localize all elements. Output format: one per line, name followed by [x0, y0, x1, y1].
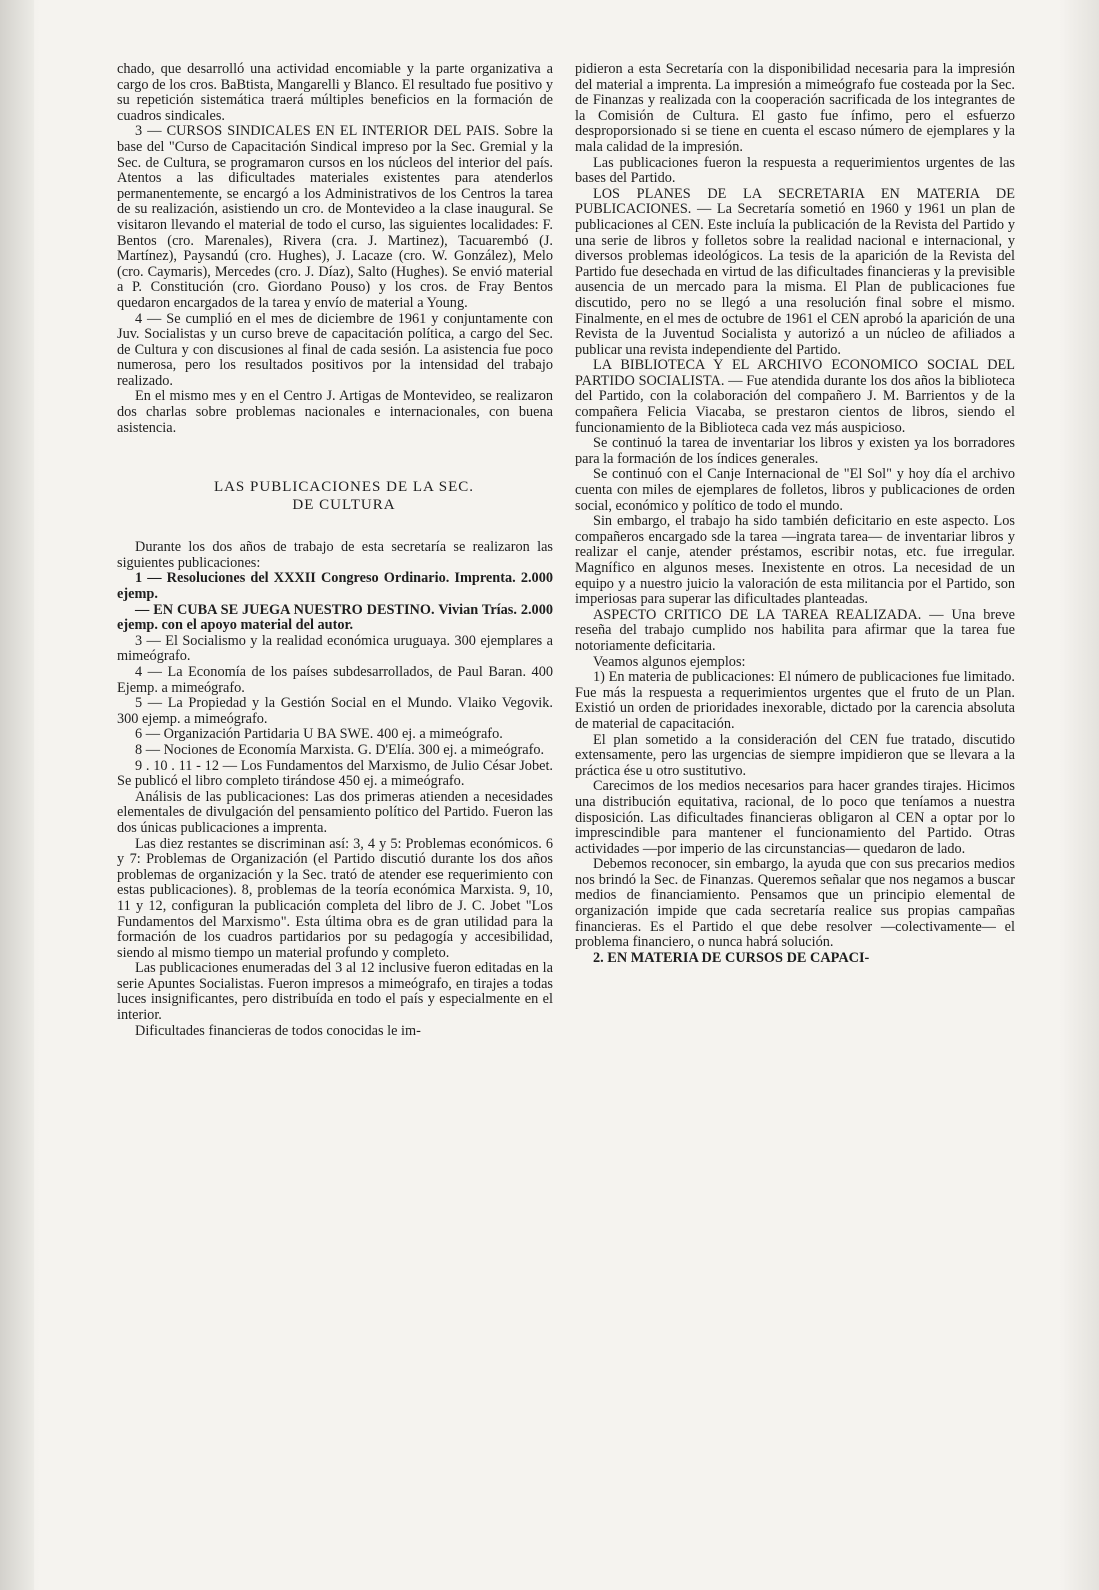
publication-item: 9 . 10 . 11 - 12 — Los Fundamentos del Marxismo, de Julio César Jobet. Se publicó el libro completo tirándose 450 ej. a mimeógrafo. — [117, 757, 553, 790]
paragraph: Las publicaciones fueron la respuesta a requerimientos urgentes de las bases del Partido. — [575, 154, 1015, 187]
page-binding-edge — [0, 0, 34, 1590]
paragraph: LOS PLANES DE LA SECRETARIA EN MATERIA DE PUBLICACIONES. — La Secretaría sometió en 1960 y 1961 un plan de publicaciones al CEN. Este incluía la publicación de la Revista del Partido y una serie de libros y folletos sobre la realidad nacional e internacional, y diversos problemas ideológicos. La tesis de la aparición de la Revista del Partido fue desechada en virtud de las dificultades financieras y la previsible ausencia de un mercado para la misma. El Plan de publicaciones fue discutido, pero no se llegó a una resolución final sobre el mismo. Finalmente, en el mes de octubre de 1961 el CEN aprobó la aparición de una Revista de la Juventud Socialista y autorizó a un núcleo de afiliados a publicar una revista independiente del Partido. — [575, 185, 1015, 358]
left-column — [117, 62, 553, 1039]
paragraph: ASPECTO CRITICO DE LA TAREA REALIZADA. — Una breve reseña del trabajo cumplido nos habilita para afirmar que la tarea fue notoriamente deficitaria. — [575, 606, 1015, 654]
publication-item: 3 — El Socialismo y la realidad económica uruguaya. 300 ejemplares a mimeógrafo. — [117, 632, 553, 665]
publication-item: 4 — La Economía de los países subdesarrollados, de Paul Baran. 400 Ejemp. a mimeógrafo. — [117, 664, 553, 696]
paragraph: chado, que desarrolló una actividad encomiable y la parte organizativa a cargo de los cros. BaBtista, Mangarelli y Blanco. El resultado fue positivo y su repetición sistemática traerá múltiples beneficios en la formación de cuadros sindicales. — [117, 61, 553, 124]
publication-item: 5 — La Propiedad y la Gestión Social en el Mundo. Vlaiko Vegovik. 300 ejemp. a mimeógrafo. — [117, 695, 553, 727]
paragraph: LA BIBLIOTECA Y EL ARCHIVO ECONOMICO SOCIAL DEL PARTIDO SOCIALISTA. — Fue atendida durante los dos años la biblioteca del Partido, con la colaboración del compañero J. M. Barrientos y de la compañera Felicia Viacaba, se prestaron cientos de libros, siendo el funcionamiento de la Biblioteca cada vez más auspicioso. — [575, 357, 1015, 436]
paragraph: Las diez restantes se discriminan así: 3, 4 y 5: Problemas económicos. 6 y 7: Problemas de Organización (el Partido discutió durante los dos años problemas de organización y la Sec. trató de atender ese requerimiento con estas publicaciones). 8, problemas de la teoría económica Marxista. 9, 10, 11 y 12, configuran la publicación completa del libro de J. C. Jobet "Los Fundamentos del Marxismo". Esta última obra es de gran utilidad para la formación de los cuadros partidarios por su pedagogía y accesibilidad, siendo al mismo tiempo un material profundo y completo. — [117, 835, 553, 961]
heading-line: DE CULTURA — [292, 497, 396, 514]
paragraph: Análisis de las publicaciones: Las dos primeras atienden a necesidades elementales de divulgación del pensamiento político del Partido. Fueron las dos únicas publicaciones a imprenta. — [117, 788, 553, 836]
heading-line: LAS PUBLICACIONES DE LA SEC. — [213, 479, 475, 496]
paragraph: Carecimos de los medios necesarios para hacer grandes tirajes. Hicimos una distribución equitativa, racional, de lo poco que teníamos a nuestra disposición. Las dificultades financieras obligaron al CEN a optar por lo imprescindible para mantener el funcionamiento del Partido. Otras actividades —por imperio de las circunstancias— quedaron de lado. — [575, 778, 1015, 857]
paragraph: Se continuó la tarea de inventariar los libros y existen ya los borradores para la formación de los índices generales. — [575, 435, 1015, 467]
right-column — [575, 62, 1015, 966]
publication-item: — EN CUBA SE JUEGA NUESTRO DESTINO. Vivian Trías. 2.000 ejemp. con el apoyo material del autor. — [117, 601, 553, 634]
paragraph: El plan sometido a la consideración del CEN fue tratado, discutido extensamente, pero las urgencias de siempre impidieron que se llevara a la práctica ése u otro sustitutivo. — [575, 731, 1015, 779]
paragraph: Sin embargo, el trabajo ha sido también deficitario en este aspecto. Los compañeros encargado sde la tarea —ingrata tarea— de inventariar libros y realizar el canje, atender préstamos, escribir notas, etc. fue irregular. Magnífico en algunos meses. Inexistente en otros. La necesidad de un equipo y a nuestro juicio la valoración de esta militancia por el Partido, son imperiosas para superar las dificultades planteadas. — [575, 513, 1015, 608]
paragraph: Veamos algunos ejemplos: — [593, 653, 746, 670]
publication-item: 6 — Organización Partidaria U BA SWE. 400 ej. a mimeógrafo. — [135, 726, 503, 743]
paragraph: Debemos reconocer, sin embargo, la ayuda que con sus precarios medios nos brindó la Sec. de Finanzas. Queremos señalar que nos negamos a buscar medios de financiamiento. Pensamos que un principio elemental de organización impide que cada secretaría realice sus propias campañas financieras. Es el Partido el que debe resolver —colectivamente— el problema financiero, o nunca habrá solución. — [575, 856, 1015, 951]
paragraph: Durante los dos años de trabajo de esta secretaría se realizaron las siguientes publicaciones: — [117, 539, 553, 571]
paragraph: 4 — Se cumplió en el mes de diciembre de 1961 y conjuntamente con Juv. Socialistas y un curso breve de capacitación política, a cargo del Sec. de Cultura y con discusiones al final de cada sesión. La asistencia fue poco numerosa, pero los resultados positivos por la intensidad del trabajo realizado. — [117, 310, 553, 389]
paragraph: Dificultades financieras de todos conocidas le im- — [135, 1022, 421, 1039]
section-heading — [117, 478, 553, 514]
section-title: 2. EN MATERIA DE CURSOS DE CAPACI- — [593, 949, 870, 966]
publication-item: 8 — Nociones de Economía Marxista. G. D'Elía. 300 ej. a mimeógrafo. — [135, 741, 545, 758]
paragraph: 3 — CURSOS SINDICALES EN EL INTERIOR DEL PAIS. Sobre la base del "Curso de Capacitación Sindical impreso por la Sec. Gremial y la Sec. de Cultura, se programaron cursos en los núcleos del interior del país. Atentos a las dificultades materiales existentes para atenderlos permanentemente, se encargó a los Administrativos de los Centros la tarea de su realización, asistiendo un cro. de Montevideo a la clase inaugural. Se visitaron llevando el material de todo el curso, las siguientes localidades: F. Bentos (cro. Marenales), Rivera (cra. J. Martinez), Tacuarembó (J. Martínez), Paysandú (cro. Hughes), J. Lacaze (cro. W. González), Melo (cro. Caymaris), Mercedes (cro. J. Díaz), Salto (Hughes). Se envió material a P. Constitución (cro. Giordano Pouso) y los cros. de Fray Bentos quedaron encargados de la tarea y envío de material a Young. — [117, 123, 553, 311]
paragraph: En el mismo mes y en el Centro J. Artigas de Montevideo, se realizaron dos charlas sobre problemas nacionales e internacionales, con buena asistencia. — [117, 388, 553, 436]
paragraph: pidieron a esta Secretaría con la disponibilidad necesaria para la impresión del material a imprenta. La impresión a mimeógrafo fue costeada por la Sec. de Finanzas y realizada con la cooperación sacrificada de los integrantes de la Comisión de Cultura. El gasto fue ínfimo, pero el esfuerzo desproporsionado si se tiene en cuenta el escaso número de ejemplares y la mala calidad de la impresión. — [575, 61, 1015, 155]
paragraph: Se continuó con el Canje Internacional de "El Sol" y hoy día el archivo cuenta con miles de ejemplares de folletos, libros y publicaciones de orden social, económico y político de todo el mundo. — [575, 466, 1015, 514]
paragraph: 1) En materia de publicaciones: El número de publicaciones fue limitado. Fue más la respuesta a requerimientos urgentes que el fruto de un Plan. Existió un orden de prioridades inexorable, dictado por la carencia absoluta de material de capacitación. — [575, 669, 1015, 732]
publication-item: 1 — Resoluciones del XXXII Congreso Ordinario. Imprenta. 2.000 ejemp. — [117, 570, 553, 603]
paragraph: Las publicaciones enumeradas del 3 al 12 inclusive fueron editadas en la serie Apuntes Socialistas. Fueron impresos a mimeógrafo, en tirajes a todas luces insignificantes, pero distribuída en todo el país y especialmente en el interior. — [117, 960, 553, 1024]
